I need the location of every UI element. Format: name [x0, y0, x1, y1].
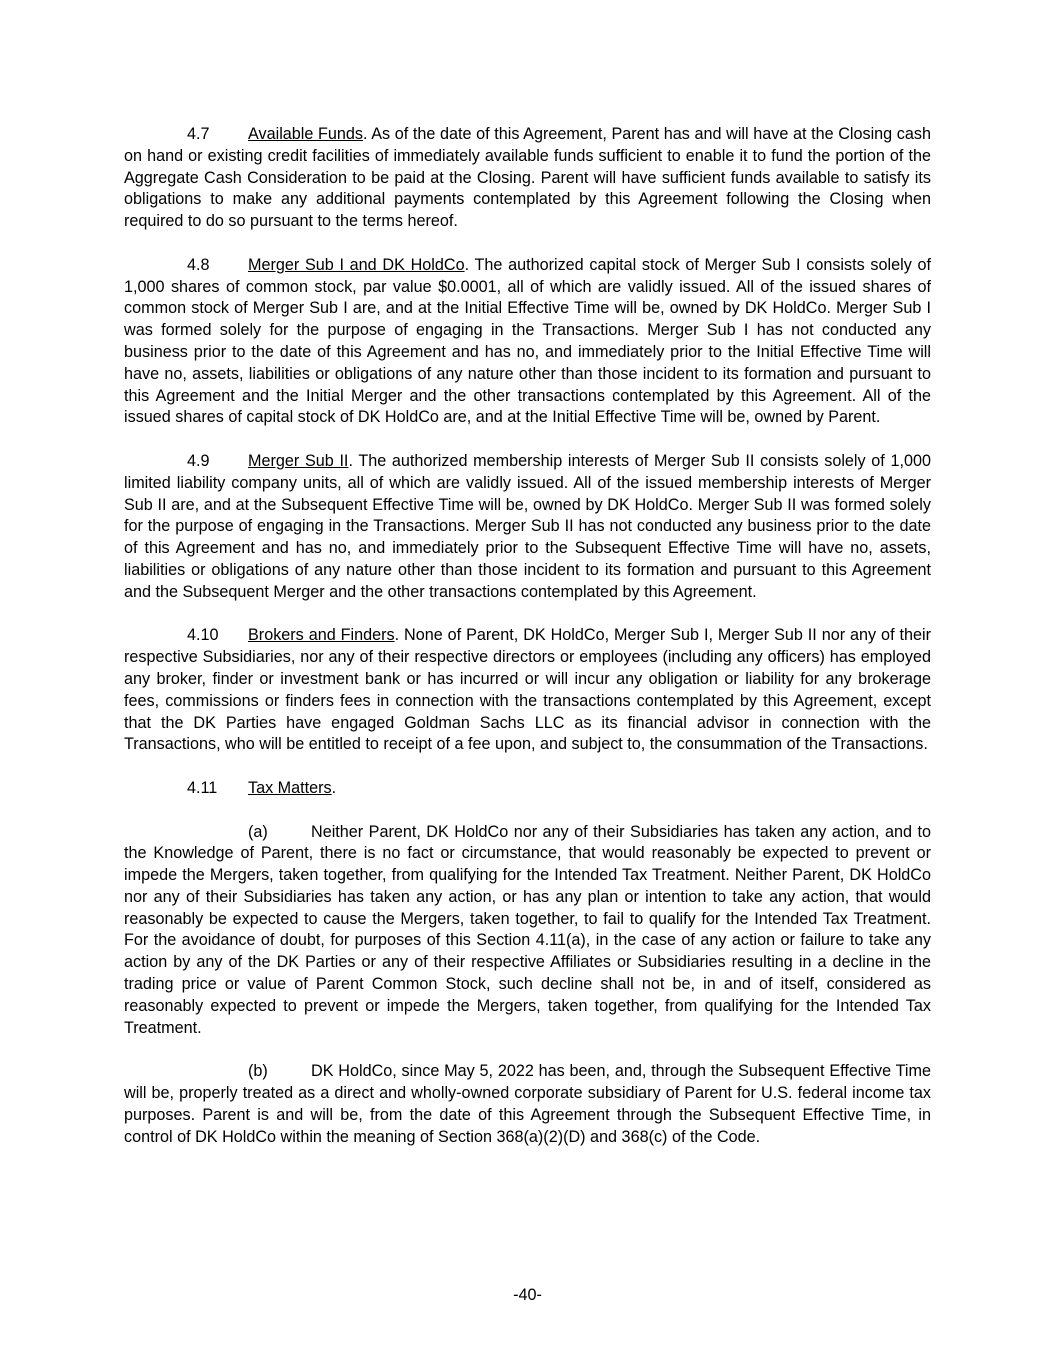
subsection-a [124, 822, 931, 1040]
section-heading: Merger Sub II [248, 451, 349, 470]
section-heading: Brokers and Finders [248, 626, 395, 645]
section-heading: Tax Matters [248, 778, 332, 797]
section-body: . The authorized membership interests of Merger Sub II consists solely of 1,000 limited liability company units, all of which are validly issued. All of the issued membership interests of Merger Sub II are, and at the Subsequent Effective Time will be, owned by DK HoldCo. Merger Sub II was formed solely for the purpose of engaging in the Transactions. Merger Sub II has not conducted any business prior to the date of this Agreement and has no, and immediately prior to the Subsequent Effective Time will have no, assets, liabilities or obligations of any nature other than those incident to its formation and pursuant to this Agreement and the Subsequent Merger and the other transactions contemplated by this Agreement. [124, 451, 931, 601]
section-body: . None of Parent, DK HoldCo, Merger Sub I, Merger Sub II nor any of their respective Subsidiaries, nor any of their respective directors or employees (including any officers) has employed any broker, finder or investment bank or has incurred or will incur any obligation or liability for any brokerage fees, commissions or finders fees in connection with the transactions contemplated by this Agreement, except that the DK Parties have engaged Goldman Sachs LLC as its financial advisor in connection with the Transactions, who will be entitled to receipt of a fee upon, and subject to, the consummation of the Transactions. [124, 626, 931, 754]
section-4-7 [124, 124, 931, 233]
section-number: 4.7 [187, 125, 210, 143]
section-body: . As of the date of this Agreement, Parent has and will have at the Closing cash on hand or existing credit facilities of immediately available funds sufficient to enable it to fund the portion of the Aggregate Cash Consideration to be paid at the Closing. Parent will have sufficient funds available to satisfy its obligations to make any additional payments contemplated by this Agreement following the Closing when required to do so pursuant to the terms hereof. [124, 125, 932, 231]
section-4-8 [124, 255, 931, 429]
section-heading: Available Funds [248, 125, 364, 143]
section-number: 4.8 [187, 255, 210, 274]
section-heading: Merger Sub I and DK HoldCo [248, 255, 465, 274]
section-number: 4.10 [187, 626, 219, 645]
document-page [124, 124, 931, 1170]
subsection-label: (a) [248, 822, 268, 841]
section-number: 4.9 [187, 451, 210, 470]
section-body: . The authorized capital stock of Merger Sub I consists solely of 1,000 shares of common stock, par value $0.0001, all of which are validly issued. All of the issued shares of common stock of Merger Sub I are, and at the Initial Effective Time will be, owned by DK HoldCo. Merger Sub I was formed solely for the purpose of engaging in the Transactions. Merger Sub I has not conducted any business prior to the date of this Agreement and has no, and immediately prior to the Initial Effective Time will have no, assets, liabilities or obligations of any nature other than those incident to its formation and pursuant to this Agreement and the Initial Merger and the other transactions contemplated by this Agreement. All of the issued shares of capital stock of DK HoldCo are, and at the Initial Effective Time will be, owned by Parent. [124, 255, 932, 427]
subsection-body: Neither Parent, DK HoldCo nor any of their Subsidiaries has taken any action, and to the Knowledge of Parent, there is no fact or circumstance, that would reasonably be expected to prevent or impede the Mergers, taken together, from qualifying for the Intended Tax Treatment. Neither Parent, DK HoldCo nor any of their Subsidiaries has taken any action, or has any plan or intention to take any action, that would reasonably be expected to cause the Mergers, taken together, to fail to qualify for the Intended Tax Treatment. For the avoidance of doubt, for purposes of this Section 4.11(a), in the case of any action or failure to take any action by any of the DK Parties or any of their respective Affiliates or Subsidiaries resulting in a decline in the trading price or value of Parent Common Stock, such decline shall not be, in and of itself, considered as reasonably expected to prevent or impede the Mergers, taken together, from qualifying for the Intended Tax Treatment. [124, 822, 931, 1037]
subsection-b [124, 1061, 931, 1148]
section-number: 4.11 [187, 778, 218, 797]
subsection-body: DK HoldCo, since May 5, 2022 has been, and, through the Subsequent Effective Time will be, properly treated as a direct and wholly-owned corporate subsidiary of Parent for U.S. federal income tax purposes. Parent is and will be, from the date of this Agreement through the Subsequent Effective Time, in control of DK HoldCo within the meaning of Section 368(a)(2)(D) and 368(c) of the Code. [124, 1062, 931, 1146]
section-4-11 [124, 778, 931, 800]
section-4-10 [124, 625, 931, 756]
section-4-9 [124, 451, 931, 604]
page-number: -40- [513, 1286, 542, 1304]
section-body: . [331, 778, 337, 797]
subsection-label: (b) [248, 1062, 268, 1081]
